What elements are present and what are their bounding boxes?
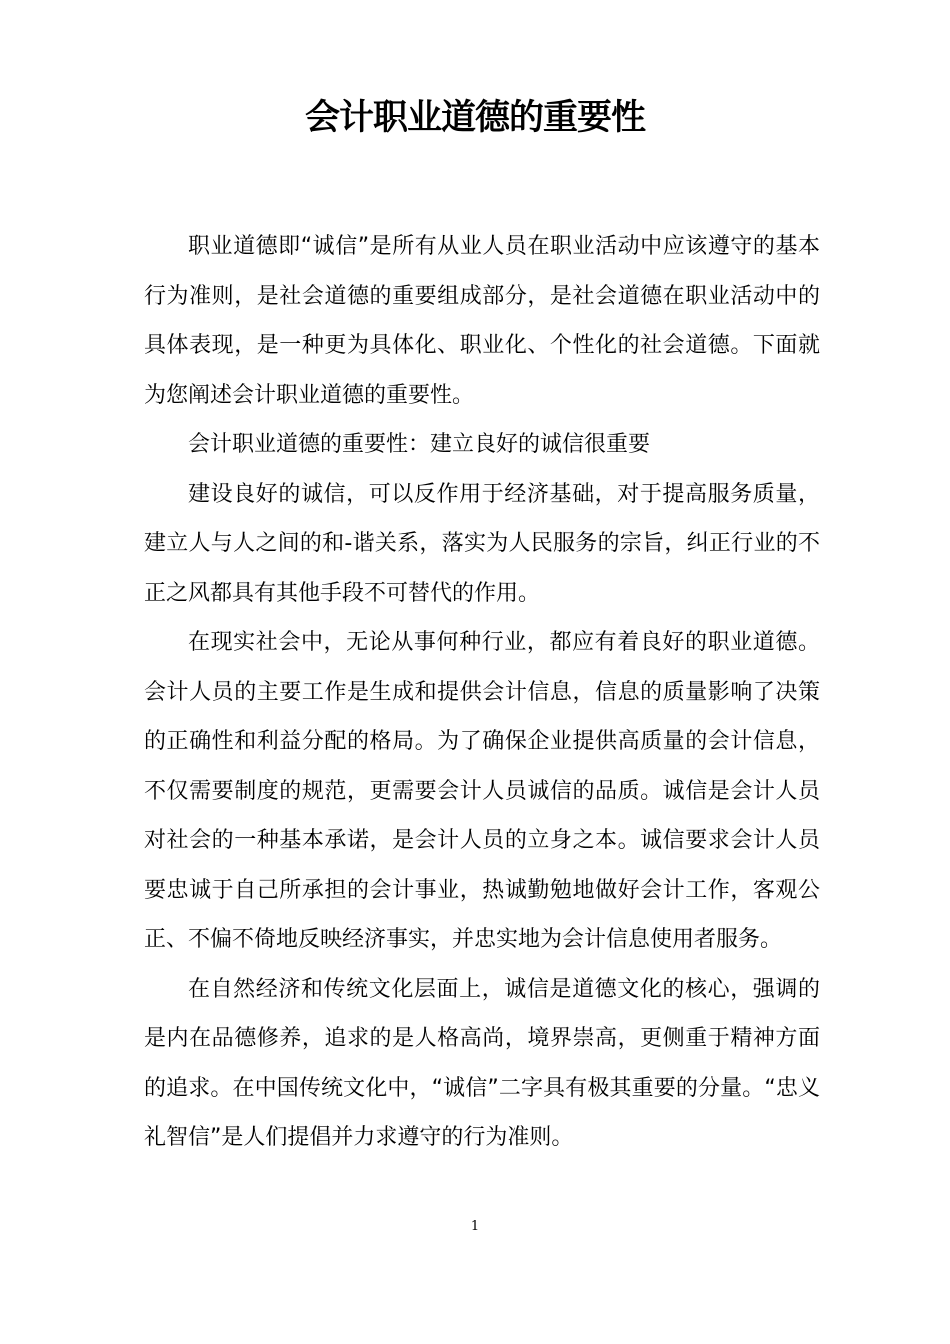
document-body xyxy=(144,222,820,1163)
paragraph-subheading: 会计职业道德的重要性：建立良好的诚信很重要 xyxy=(188,432,651,457)
page-number: 1 xyxy=(470,1219,480,1234)
paragraph-traditional-culture: 在自然经济和传统文化层面上，诚信是道德文化的核心，强调的是内在品德修养，追求的是人格高尚，境界崇高，更侧重于精神方面的追求。在中国传统文化中，“诚信”二字具有极其重要的分量。“忠义礼智信”是人们提倡并力求遵守的行为准则。 xyxy=(144,976,820,1150)
document-title: 会计职业道德的重要性 xyxy=(304,98,645,138)
paragraph-intro: 职业道德即“诚信”是所有从业人员在职业活动中应该遵守的基本行为准则，是社会道德的重要组成部分，是社会道德在职业活动中的具体表现，是一种更为具体化、职业化、个性化的社会道德。下面就为您阐述会计职业道德的重要性。 xyxy=(144,234,820,408)
paragraph-accounting-integrity: 在现实社会中，无论从事何种行业，都应有着良好的职业道德。会计人员的主要工作是生成和提供会计信息，信息的质量影响了决策的正确性和利益分配的格局。为了确保企业提供高质量的会计信息，不仅需要制度的规范，更需要会计人员诚信的品质。诚信是会计人员对社会的一种基本承诺，是会计人员的立身之本。诚信要求会计人员要忠诚于自己所承担的会计事业，热诚勤勉地做好会计工作，客观公正、不偏不倚地反映经济事实，并忠实地为会计信息使用者服务。 xyxy=(144,630,820,952)
paragraph-integrity-role: 建设良好的诚信，可以反作用于经济基础，对于提高服务质量，建立人与人之间的和-谐关系，落实为人民服务的宗旨，纠正行业的不正之风都具有其他手段不可替代的作用。 xyxy=(144,481,820,606)
